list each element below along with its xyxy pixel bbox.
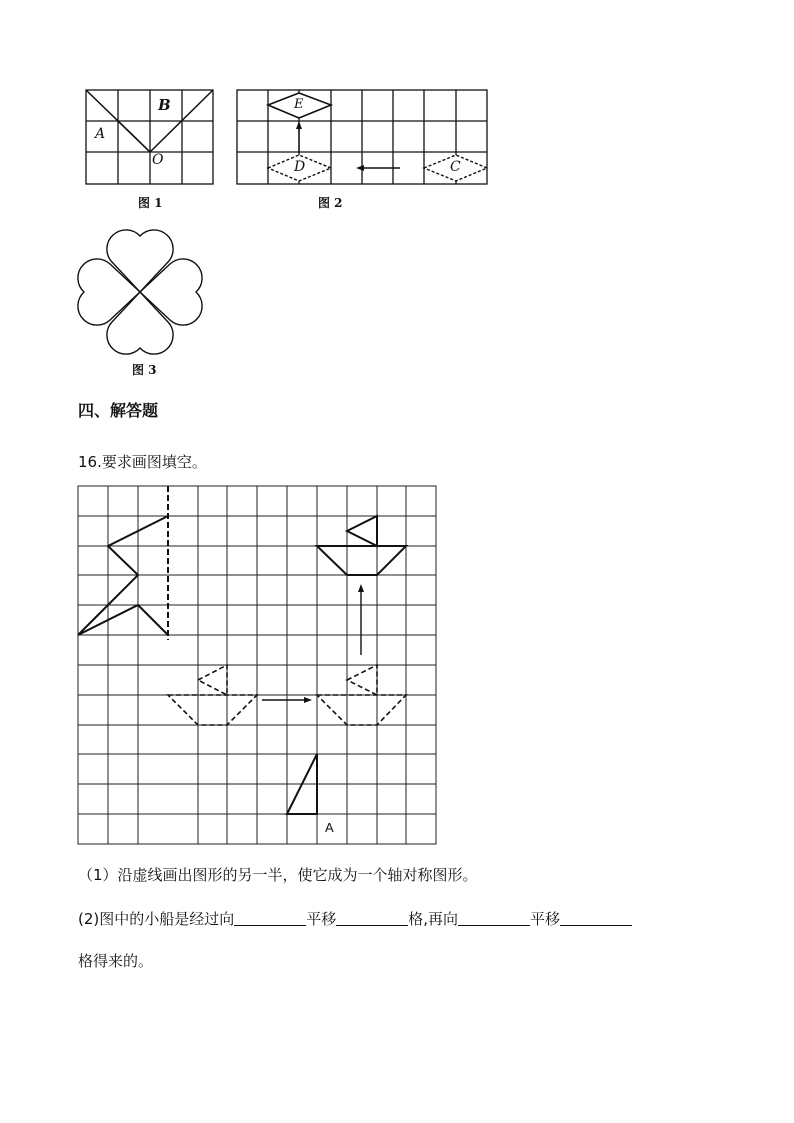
- fig2-caption: 图 2: [318, 196, 343, 210]
- answer-blank-4[interactable]: [560, 911, 632, 926]
- part2-seg2: 平移: [306, 910, 337, 928]
- answer-blank-1[interactable]: [234, 911, 306, 926]
- section-title: 四、解答题: [78, 401, 159, 420]
- fig2-label-d: D: [294, 159, 306, 175]
- fig2-label-c: C: [450, 159, 461, 175]
- question-grid: [78, 486, 436, 844]
- fig1-label-o: O: [152, 152, 164, 168]
- question-part-1: （1）沿虚线画出图形的另一半，使它成为一个轴对称图形。: [78, 866, 478, 884]
- question-part-2: [78, 908, 632, 929]
- fig2-label-e: E: [294, 97, 304, 112]
- part2-seg4: 平移: [530, 910, 561, 928]
- grid-label-a: A: [325, 820, 334, 835]
- question-title: 16.要求画图填空。: [78, 453, 207, 471]
- part2-seg1: (2)图中的小船是经过向: [78, 910, 235, 928]
- figure-3-clover: [78, 230, 202, 354]
- answer-blank-2[interactable]: [336, 911, 408, 926]
- part2-seg3: 格,再向: [408, 910, 459, 928]
- boat-solid: [317, 516, 406, 575]
- fig1-label-b: B: [158, 96, 171, 114]
- answer-blank-3[interactable]: [458, 911, 530, 926]
- translation-arrows: [262, 584, 364, 703]
- fig3-caption: 图 3: [132, 363, 157, 377]
- fig1-caption: 图 1: [138, 196, 163, 210]
- question-part-2-cont: 格得来的。: [78, 952, 154, 970]
- fig1-label-a: A: [95, 126, 106, 142]
